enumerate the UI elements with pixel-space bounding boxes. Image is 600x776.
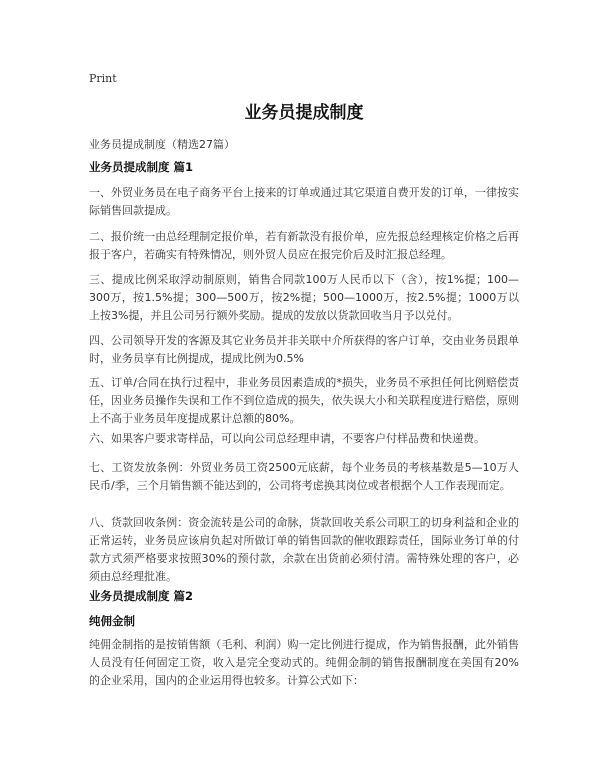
paragraph-1-7: 七、工资发放条例：外贸业务员工资2500元底薪，每个业务员的考核基数是5—10万人民币/季，三个月销售额不能达到的，公司将考虑换其岗位或者根据个人工作表现而定。 — [89, 461, 519, 492]
paragraph-1-6: 六、如果客户要求寄样品，可以向公司总经理申请，不要客户付样品费和快递费。 — [89, 432, 485, 445]
paragraph-1-2: 二、报价统一由总经理制定报价单，若有新款没有报价单，应先报总经理核定价格之后再报于客户，若确实有特殊情况，则外贸人员应在报完价后及时汇报总经理。 — [89, 230, 519, 261]
paragraph-1-3: 三、提成比例采取浮动制原则，销售合同款100万人民币以下（含），按1%提；100—300万，按1.5%提；300—500万，按2%提；500—1000万，按2.5%提；1000万以上按3%提，并且公司另行额外奖励。提成的发放以货款回收当月予以兑付。 — [89, 273, 519, 322]
print-link[interactable]: Print — [89, 72, 117, 85]
paragraph-1-4: 四、公司领导开发的客源及其它业务员并非关联中介所获得的客户订单，交由业务员跟单时，业务员享有比例提成，提成比例为0.5% — [89, 334, 519, 365]
paragraph-1-5: 五、订单/合同在执行过程中，非业务员因素造成的*损失，业务员不承担任何比例赔偿责任，因业务员操作失误和工作不到位造成的损失，依失误大小和关联程度进行赔偿，原则上不高于业务员年度提成累计总额的80%。 — [89, 376, 519, 425]
paragraph-2-1: 纯佣金制指的是按销售额（毛利、利润）购一定比例进行提成，作为销售报酬，此外销售人员没有任何固定工资，收入是完全变动式的。纯佣金制的销售报酬制度在美国有20%的企业采用，国内的企业运用得也较多。计算公式如下： — [89, 638, 519, 687]
section-heading-1: 业务员提成制度 篇1 — [89, 160, 194, 174]
section-subheading-pure-commission: 纯佣金制 — [89, 614, 135, 628]
paragraph-1-1: 一、外贸业务员在电子商务平台上接来的订单或通过其它渠道自费开发的订单，一律按实际销售回款提成。 — [89, 186, 519, 217]
paragraph-1-8: 八、货款回收条例：资金流转是公司的命脉，货款回收关系公司职工的切身利益和企业的正常运转，业务员应该肩负起对所做订单的销售回款的催收跟踪责任，国际业务订单的付款方式须严格要求按照30%的预付款，余款在出货前必须付清。需特殊处理的客户，必须由总经理批准。 — [89, 516, 519, 583]
document-title: 业务员提成制度 — [244, 103, 364, 123]
document-subtitle: 业务员提成制度（精选27篇） — [89, 138, 235, 151]
section-heading-2: 业务员提成制度 篇2 — [89, 589, 194, 603]
